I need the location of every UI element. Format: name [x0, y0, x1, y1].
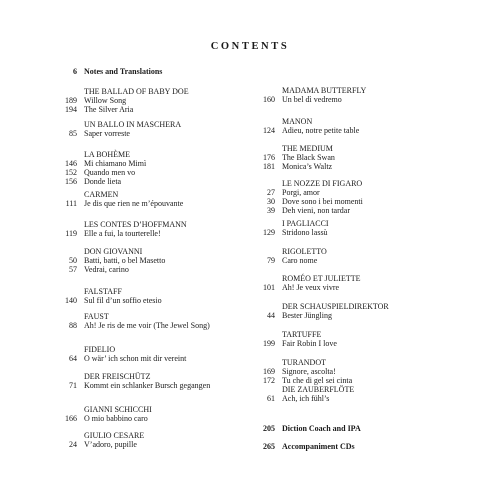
aria-title: The Black Swan: [282, 153, 335, 162]
aria-title: Vedrai, carino: [84, 265, 129, 274]
aria-title: Mi chiamano Mimì: [84, 159, 147, 168]
entry-title: Accompaniment CDs: [282, 442, 355, 451]
aria-title: Stridono lassù: [282, 228, 328, 237]
aria-title: Sul fil d’un soffio etesio: [84, 296, 162, 305]
page-number: 24: [69, 440, 77, 449]
page-title: CONTENTS: [210, 41, 290, 52]
aria-title: Signore, ascolta!: [282, 367, 336, 376]
page-number: 205: [263, 424, 275, 433]
opera-title: THE BALLAD OF BABY DOE: [84, 87, 189, 96]
page-number: 57: [69, 265, 77, 274]
aria-title: Quando men vo: [84, 168, 136, 177]
aria-title: The Silver Aria: [84, 105, 134, 114]
entry-title: Diction Coach and IPA: [282, 424, 361, 433]
page-number: 194: [65, 105, 77, 114]
aria-title: Monica’s Waltz: [282, 162, 333, 171]
page-number: 124: [263, 126, 275, 135]
page-number: 169: [263, 367, 275, 376]
opera-title: THE MEDIUM: [282, 144, 333, 153]
aria-title: Batti, batti, o bel Masetto: [84, 256, 166, 265]
aria-title: V’adoro, pupille: [84, 440, 137, 449]
page-number: 265: [263, 442, 275, 451]
page-number: 71: [69, 381, 77, 390]
aria-title: Saper vorreste: [84, 129, 130, 138]
opera-title: TARTUFFE: [282, 330, 322, 339]
page-number: 64: [69, 354, 77, 363]
aria-title: Un bel dì vedremo: [282, 95, 342, 104]
page-number: 152: [65, 168, 77, 177]
opera-title: DIE ZAUBERFLÖTE: [282, 385, 355, 394]
opera-title: MADAMA BUTTERFLY: [282, 86, 367, 95]
opera-title: GIULIO CESARE: [84, 431, 145, 440]
aria-title: Bester Jüngling: [282, 311, 332, 320]
aria-title: Caro nome: [282, 256, 318, 265]
page-number: 111: [65, 199, 77, 208]
page-number: 79: [267, 256, 275, 265]
opera-title: LE NOZZE DI FIGARO: [282, 179, 363, 188]
aria-title: Fair Robin I love: [282, 339, 337, 348]
opera-title: FIDELIO: [84, 345, 116, 354]
aria-title: Kommt ein schlanker Bursch gegangen: [84, 381, 211, 390]
page-number: 61: [267, 394, 275, 403]
opera-title: LES CONTES D’HOFFMANN: [84, 220, 187, 229]
aria-title: O mio babbino caro: [84, 414, 148, 423]
aria-title: Willow Song: [84, 96, 127, 105]
opera-title: ROMÉO ET JULIETTE: [282, 274, 361, 283]
opera-title: GIANNI SCHICCHI: [84, 405, 152, 414]
page-number: 189: [65, 96, 77, 105]
page-number: 160: [263, 95, 275, 104]
aria-title: Ach, ich fühl’s: [282, 394, 330, 403]
aria-title: Tu che di gel sei cinta: [282, 376, 353, 385]
opera-title: RIGOLETTO: [282, 247, 327, 256]
opera-title: I PAGLIACCI: [282, 219, 329, 228]
opera-title: LA BOHÈME: [84, 150, 130, 159]
page-number: 129: [263, 228, 275, 237]
aria-title: Donde lieta: [84, 177, 122, 186]
page-number: 30: [267, 197, 275, 206]
aria-title: Adieu, notre petite table: [282, 126, 360, 135]
page-number: 88: [69, 321, 77, 330]
page-number: 101: [263, 283, 275, 292]
aria-title: Porgi, amor: [282, 188, 320, 197]
aria-title: Dove sono i bei momenti: [282, 197, 363, 206]
page-number: 156: [65, 177, 77, 186]
page-number: 50: [69, 256, 77, 265]
opera-title: UN BALLO IN MASCHERA: [84, 120, 182, 129]
page-number: 199: [263, 339, 275, 348]
page-number: 176: [263, 153, 275, 162]
aria-title: O wär’ ich schon mit dir vereint: [84, 354, 187, 363]
page-number: 6: [73, 67, 77, 76]
page-number: 39: [267, 206, 275, 215]
aria-title: Je dis que rien ne m’épouvante: [84, 199, 184, 208]
page-number: 140: [65, 296, 77, 305]
opera-title: CARMEN: [84, 190, 119, 199]
aria-title: Ah! Je ris de me voir (The Jewel Song): [84, 321, 210, 330]
opera-title: DER SCHAUSPIELDIREKTOR: [282, 302, 389, 311]
aria-title: Elle a fui, la tourterelle!: [84, 229, 161, 238]
opera-title: MANON: [282, 117, 313, 126]
page-number: 166: [65, 414, 77, 423]
opera-title: DON GIOVANNI: [84, 247, 143, 256]
page-number: 172: [263, 376, 275, 385]
page-number: 44: [267, 311, 275, 320]
aria-title: Deh vieni, non tardar: [282, 206, 350, 215]
page-number: 85: [69, 129, 77, 138]
opera-title: TURANDOT: [282, 358, 326, 367]
page-number: 146: [65, 159, 77, 168]
opera-title: FALSTAFF: [84, 287, 122, 296]
aria-title: Ah! Je veux vivre: [282, 283, 340, 292]
entry-title: Notes and Translations: [84, 67, 163, 76]
page-number: 27: [267, 188, 275, 197]
page-number: 181: [263, 162, 275, 171]
page-number: 119: [65, 229, 77, 238]
opera-title: FAUST: [84, 312, 109, 321]
opera-title: DER FREISCHÜTZ: [84, 372, 151, 381]
